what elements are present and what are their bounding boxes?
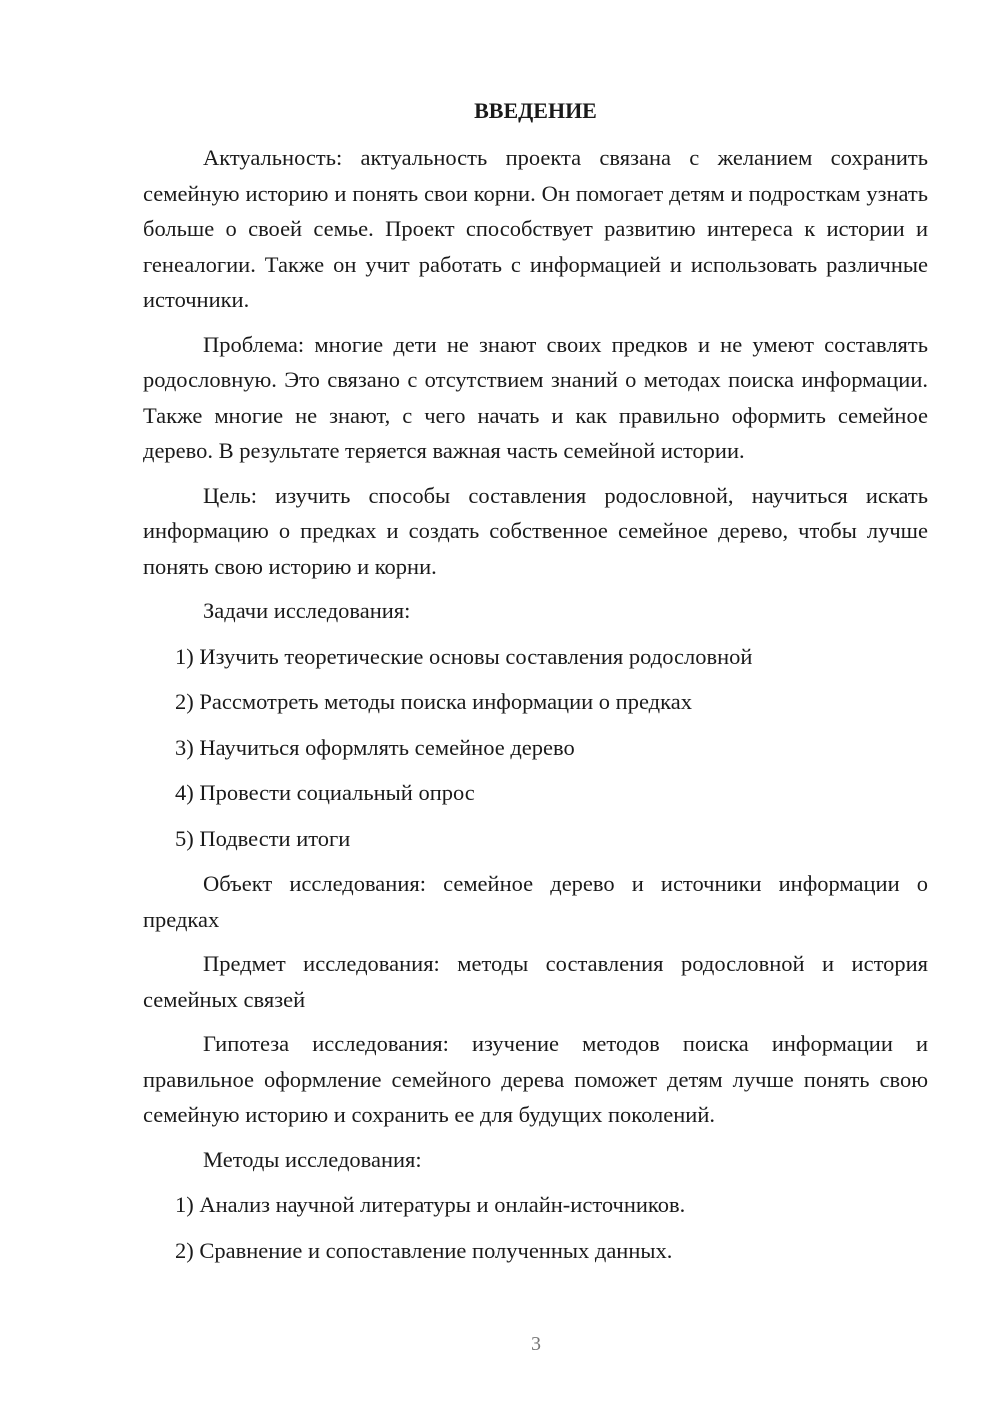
problem-paragraph: Проблема: многие дети не знают своих предков и не умеют составлять родословную. Это связано с отсутствием знаний о методах поиска информации. Также многие не знают, с чего начать и как правильно оформить семейное дерево. В результате теряется важная часть семейной истории. xyxy=(143,331,928,463)
page-content xyxy=(143,96,928,1278)
tasks-title: Задачи исследования: xyxy=(203,598,411,623)
method-item: 2) Сравнение и сопоставление полученных данных. xyxy=(175,1237,673,1263)
subject-paragraph: Предмет исследования: методы составления родословной и история семейных связей xyxy=(143,951,928,1012)
page-number: 3 xyxy=(531,1333,541,1355)
section-heading: ВВЕДЕНИЕ xyxy=(474,98,597,123)
object-paragraph: Объект исследования: семейное дерево и источники информации о предках xyxy=(143,871,928,932)
task-item: 3) Научиться оформлять семейное дерево xyxy=(175,734,575,760)
task-item: 4) Провести социальный опрос xyxy=(175,780,475,805)
relevance-paragraph: Актуальность: актуальность проекта связана с желанием сохранить семейную историю и понять свои корни. Он помогает детям и подросткам узнать больше о своей семье. Проект способствует развитию интереса к истории и генеалогии. Также он учит работать с информацией и использовать различные источники. xyxy=(143,145,928,312)
hypothesis-paragraph: Гипотеза исследования: изучение методов поиска информации и правильное оформление семейного дерева поможет детям лучше понять свою семейную историю и сохранить ее для будущих поколений. xyxy=(143,1031,928,1127)
task-item: 1) Изучить теоретические основы составления родословной xyxy=(175,643,753,669)
task-item: 5) Подвести итоги xyxy=(175,825,351,851)
task-item: 2) Рассмотреть методы поиска информации о предках xyxy=(175,689,692,714)
goal-paragraph: Цель: изучить способы составления родословной, научиться искать информацию о предках и создать собственное семейное дерево, чтобы лучше понять свою историю и корни. xyxy=(143,482,928,579)
methods-title: Методы исследования: xyxy=(203,1146,422,1172)
method-item: 1) Анализ научной литературы и онлайн-источников. xyxy=(175,1192,686,1217)
